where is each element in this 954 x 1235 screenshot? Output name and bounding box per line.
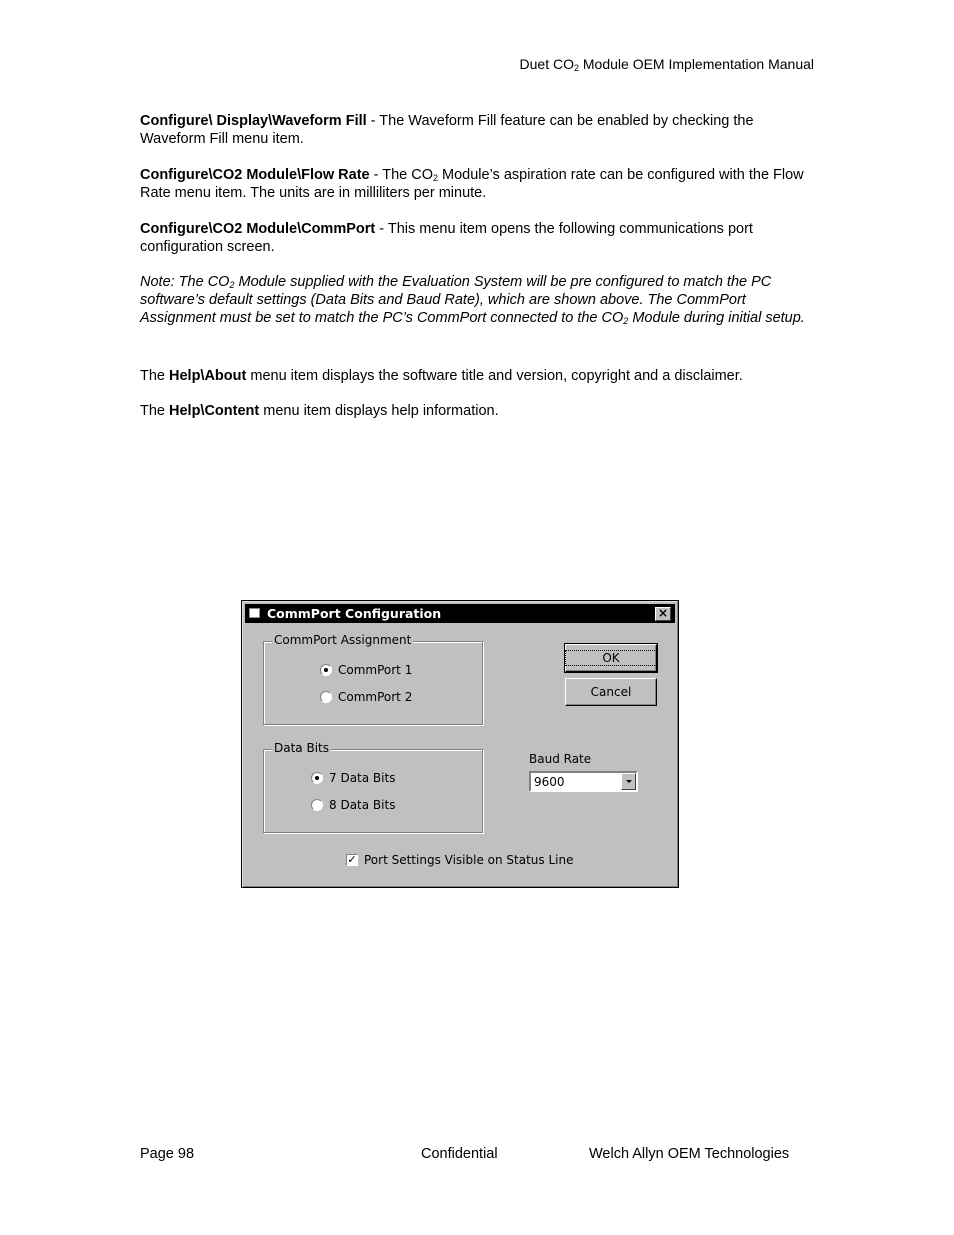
radio-8-data-bits[interactable]	[311, 798, 395, 812]
baud-rate-select[interactable]	[529, 771, 638, 792]
paragraph-flow-rate	[140, 166, 810, 202]
commport-configuration-dialog	[241, 600, 679, 888]
radio-commport-2[interactable]	[320, 690, 412, 704]
paragraph-waveform-fill	[140, 112, 810, 148]
menu-path: Help\About	[169, 368, 247, 384]
subscript: 2	[432, 173, 438, 183]
button-label: Cancel	[590, 685, 632, 699]
checkbox-label: Port Settings Visible on Status Line	[364, 853, 574, 867]
paragraph-text: - The CO	[369, 167, 433, 183]
data-bits-group	[263, 741, 483, 833]
baud-rate-value: 9600	[534, 775, 565, 789]
ok-button[interactable]	[565, 644, 657, 672]
header-title-rest: Module OEM Implementation Manual	[579, 56, 814, 72]
radio-unselected-icon	[311, 799, 323, 811]
menu-path: Configure\ Display\Waveform Fill	[140, 113, 367, 129]
radio-unselected-icon	[320, 691, 332, 703]
paragraph-help-content	[140, 402, 810, 420]
radio-selected-icon	[320, 664, 332, 676]
page-number: Page 98	[140, 1146, 195, 1162]
cancel-button[interactable]	[565, 678, 657, 706]
subscript: 2	[229, 280, 235, 290]
subscript: 2	[623, 316, 629, 326]
radio-label: CommPort 2	[338, 690, 413, 704]
group-label: Data Bits	[274, 741, 329, 755]
group-label: CommPort Assignment	[274, 633, 412, 647]
button-label: OK	[565, 650, 656, 666]
radio-commport-1[interactable]	[320, 663, 412, 677]
radio-label: CommPort 1	[338, 663, 413, 677]
footer-confidential: Confidential	[421, 1146, 498, 1162]
radio-selected-icon	[311, 772, 323, 784]
menu-path: Help\Content	[169, 403, 260, 419]
paragraph-text: The	[140, 368, 170, 384]
note-text: Note: The CO	[140, 274, 230, 290]
paragraph-commport	[140, 220, 810, 256]
header-title: Duet CO	[519, 56, 574, 72]
port-settings-visible-checkbox[interactable]	[346, 853, 573, 867]
paragraph-text: Module’s aspiration rate can be configured with the Flow Rate menu item. The units are in milliliters per minute.	[140, 167, 804, 201]
dialog-title: CommPort Configuration	[267, 606, 442, 621]
close-icon[interactable]: ×	[655, 607, 671, 621]
header-subscript: 2	[573, 63, 579, 73]
radio-7-data-bits[interactable]	[311, 771, 395, 785]
menu-path: Configure\CO2 Module\CommPort	[140, 221, 376, 237]
checkmark-icon: ✓	[347, 853, 357, 866]
commport-assignment-group	[263, 633, 483, 725]
paragraph-text: menu item displays help information.	[259, 403, 499, 419]
dialog-titlebar[interactable]	[245, 604, 675, 623]
note-text: Module during initial setup.	[628, 310, 805, 326]
window-icon	[249, 608, 260, 618]
note-text: Module supplied with the Evaluation System will be pre configured to match the PC software’s default settings (Data Bits and Baud Rate), which are shown above. The CommPort Assignment must be set to match the PC’s CommPort connected to the CO	[140, 274, 772, 326]
baud-rate-label: Baud Rate	[529, 752, 592, 766]
paragraph-text: - This menu item opens the following communications port configuration screen.	[140, 221, 753, 255]
paragraph-help-about	[140, 367, 810, 385]
radio-label: 7 Data Bits	[329, 771, 396, 785]
note-paragraph	[140, 273, 810, 327]
paragraph-text: menu item displays the software title and version, copyright and a disclaimer.	[246, 368, 743, 384]
paragraph-text: The	[140, 403, 170, 419]
chevron-down-icon[interactable]	[621, 773, 636, 790]
radio-label: 8 Data Bits	[329, 798, 396, 812]
footer-company: Welch Allyn OEM Technologies	[589, 1146, 790, 1162]
menu-path: Configure\CO2 Module\Flow Rate	[140, 167, 370, 183]
paragraph-text: - The Waveform Fill feature can be enabled by checking the Waveform Fill menu item.	[140, 113, 754, 147]
page-header	[520, 56, 814, 72]
